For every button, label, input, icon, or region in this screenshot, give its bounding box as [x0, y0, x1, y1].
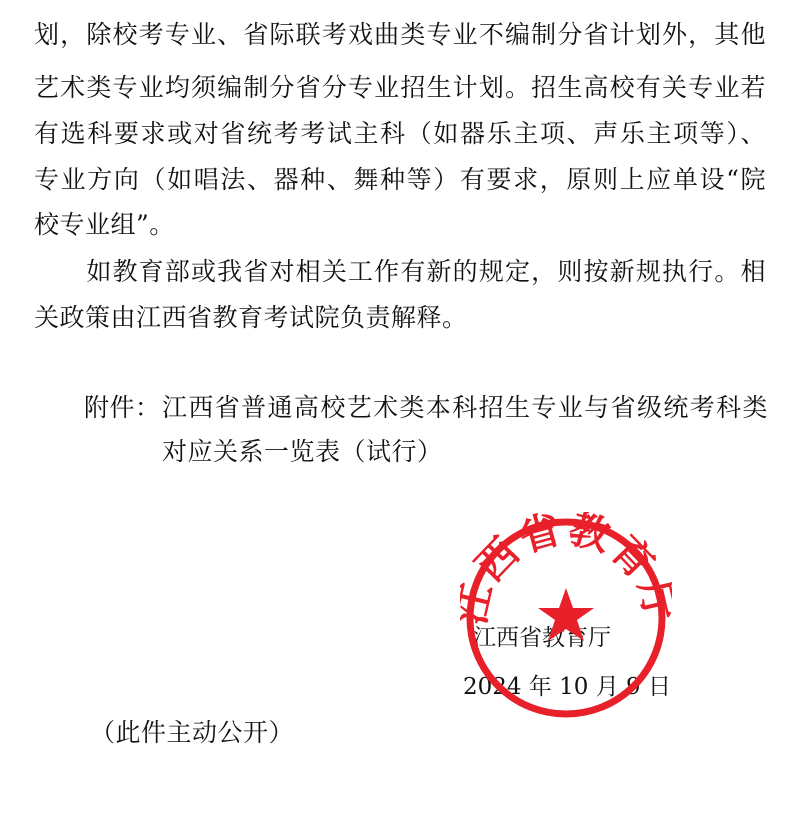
attachment-label: 附件： [84, 393, 161, 422]
attachment-title-line-1: 江西省普通高校艺术类本科招生专业与省级统考科类 [162, 393, 768, 422]
official-seal [460, 512, 672, 724]
body-line-5: 校专业组”。 [34, 210, 175, 239]
star-icon [538, 588, 594, 641]
seal-graphic [460, 512, 672, 724]
body-line-1: 划，除校考专业、省际联考戏曲类专业不编制分省计划外，其他 [34, 20, 766, 49]
body-line-2: 艺术类专业均须编制分省分专业招生计划。招生高校有关专业若 [34, 73, 766, 102]
body-line-3: 有选科要求或对省统考考试主科（如器乐主项、声乐主项等）、 [34, 119, 766, 148]
body-line-6: 如教育部或我省对相关工作有新的规定，则按新规执行。相 [34, 257, 766, 286]
body-line-4: 专业方向（如唱法、器种、舞种等）有要求，原则上应单设“院 [34, 165, 766, 194]
signature-date: 2024 年 10 月 9 日 [463, 674, 671, 700]
body-line-7: 关政策由江西省教育考试院负责解释。 [34, 303, 468, 332]
signature-org: 江西省教育厅 [473, 625, 611, 651]
disclosure-note: （此件主动公开） [90, 718, 295, 747]
seal-text: 西省教育 [466, 512, 666, 591]
attachment-title-line-2: 对应关系一览表（试行） [162, 437, 443, 466]
